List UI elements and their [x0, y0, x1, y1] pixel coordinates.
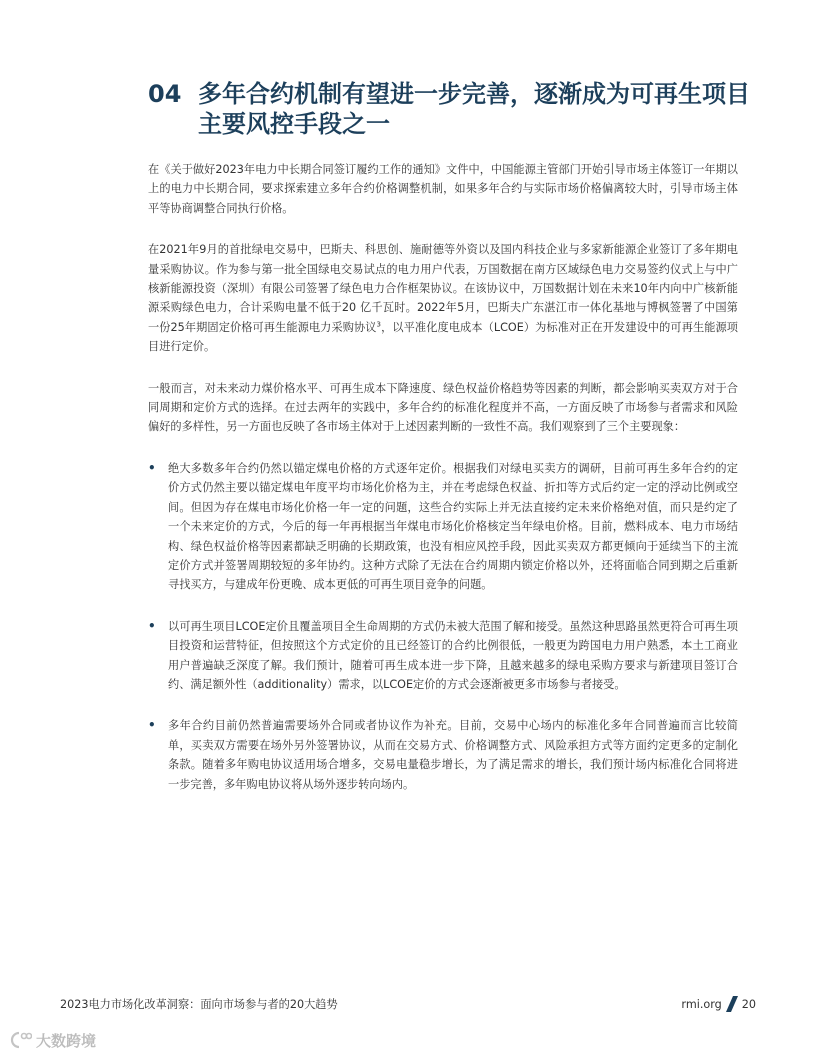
page-number: 20	[741, 997, 756, 1011]
list-item	[148, 716, 738, 794]
body-content	[148, 160, 738, 816]
watermark-text: 大数跨境	[36, 1031, 97, 1050]
list-item-text: 以可再生项目LCOE定价且覆盖项目全生命周期的方式仍未被大范围了解和接受。虽然这种思路虽然更符合可再生项目投资和运营特征，但按照这个方式定价的且已经签订的合约比例很低，一般更为跨国电力用户熟悉，本土工商业用户普遍缺乏深度了解。我们预计，随着可再生成本进一步下降，且越来越多的绿电采购方要求与新建项目签订合约、满足额外性（additionality）需求，以LCOE定价的方式会逐渐被更多市场参与者接受。	[168, 619, 738, 691]
paragraph-1: 在《关于做好2023年电力中长期合同签订履约工作的通知》文件中，中国能源主管部门开始引导市场主体签订一年期以上的电力中长期合同，要求探索建立多年合约价格调整机制，如果多年合约与实际市场价格偏离较大时，引导市场主体平等协商调整合同执行价格。	[148, 163, 738, 215]
bullet-icon: •	[148, 460, 156, 475]
paragraph-2	[148, 240, 738, 356]
watermark-logo-icon	[10, 1030, 32, 1050]
list-item	[148, 459, 738, 595]
page-footer	[60, 996, 756, 1016]
footnote-ref[interactable]: 3	[376, 320, 382, 329]
bullet-icon: •	[148, 618, 156, 633]
watermark	[10, 1028, 96, 1052]
site-link[interactable]: rmi.org	[681, 997, 722, 1011]
slash-icon	[726, 996, 738, 1012]
list-item-text: 绝大多数多年合约仍然以锚定煤电价格的方式逐年定价。根据我们对绿电买卖方的调研，目前可再生多年合约的定价方式仍然主要以锚定煤电年度平均市场化价格为主，并在考虑绿色权益、折扣等方式后约定一定的浮动比例或空间。但因为存在煤电市场化价格一年一定的问题，这些合约实际上并无法直接约定未来价格绝对值，而只是约定了一个未来定价的方式，今后的每一年再根据当年煤电市场化价格核定当年绿电价格。目前，燃料成本、电力市场结构、绿色权益价格等因素都缺乏明确的长期政策，也没有相应风控手段，因此买卖双方都更倾向于延续当下的主流定价方式并签署周期较短的多年协约。这种方式除了无法在合约周期内锁定价格以外，还将面临合同到期之后重新寻找买方，与建成年份更晚、成本更低的可再生项目竞争的问题。	[168, 461, 738, 592]
section-heading	[148, 79, 758, 139]
paragraph-2-tail: ，以平准化度电成本（LCOE）为标准对正在开发建设中的可再生能源项目进行定价。	[148, 320, 738, 354]
paragraph-3: 一般而言，对未来动力煤价格水平、可再生成本下降速度、绿色权益价格趋势等因素的判断，都会影响买卖双方对于合同周期和定价方式的选择。在过去两年的实践中，多年合约的标准化程度并不高，一方面反映了市场参与者需求和风险偏好的多样性，另一方面也反映了各市场主体对于上述因素判断的一致性不高。我们观察到了三个主要现象：	[148, 381, 738, 434]
bullet-icon: •	[148, 718, 156, 733]
paragraph-2-text: 在2021年9月的首批绿电交易中，巴斯夫、科思创、施耐德等外资以及国内科技企业与多家新能源企业签订了多年期电量采购协议。作为参与第一批全国绿电交易试点的电力用户代表，万国数据在南方区域绿色电力交易签约仪式上与中广核新能源投资（深圳）有限公司签署了绿色电力合作框架协议。在该协议中，万国数据计划在未来10年内向中广核新能源采购绿色电力，合计采购电量不低于20 亿千瓦时。2022年5月，巴斯夫广东湛江市一体化基地与博枫签署了中国第一份25年期固定价格可再生能源电力采购协议	[148, 243, 738, 334]
section-title: 多年合约机制有望进一步完善，逐渐成为可再生项目主要风控手段之一	[198, 80, 750, 138]
footer-right	[681, 996, 756, 1012]
list-item	[148, 617, 738, 695]
section-number: 04	[148, 80, 182, 108]
report-title: 2023电力市场化改革洞察：面向市场参与者的20大趋势	[60, 998, 338, 1011]
observation-list	[148, 459, 738, 794]
list-item-text: 多年合约目前仍然普遍需要场外合同或者协议作为补充。目前，交易中心场内的标准化多年合同普遍而言比较简单，买卖双方需要在场外另外签署协议，从而在交易方式、价格调整方式、风险承担方式等方面约定更多的定制化条款。随着多年购电协议适用场合增多，交易电量稳步增长，为了满足需求的增长，我们预计场内标准化合同将进一步完善，多年购电协议将从场外逐步转向场内。	[168, 719, 738, 791]
